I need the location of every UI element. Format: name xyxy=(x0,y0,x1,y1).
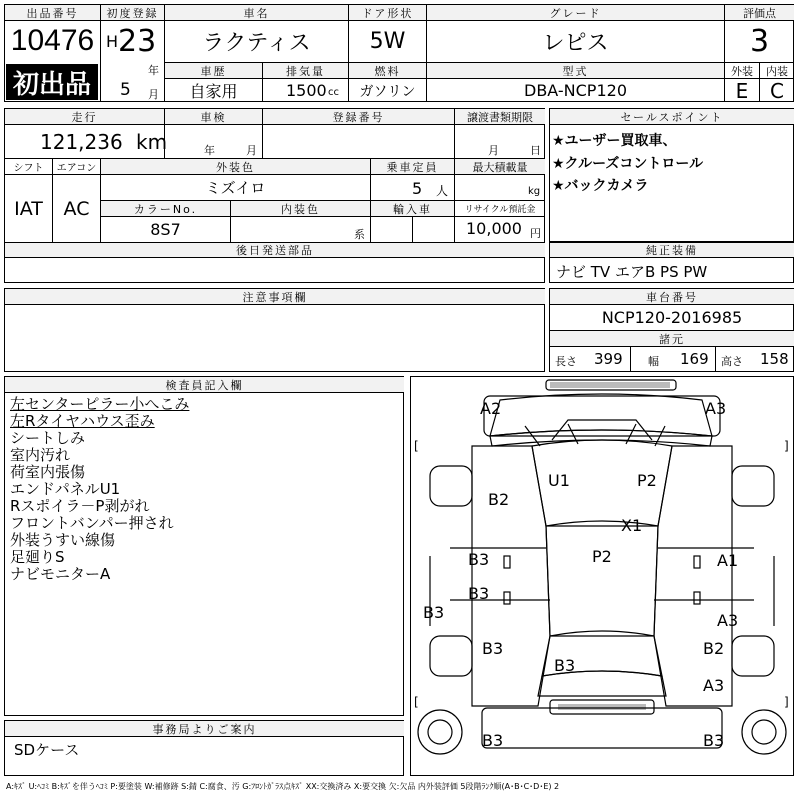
displacement: 1500 xyxy=(286,81,327,100)
shift-label: シフト xyxy=(13,163,44,174)
inspection-note: 左Rタイヤハウス歪み xyxy=(10,412,155,430)
legend-text: A:ｷｽﾞ U:ﾍｺﾐ B:ｷｽﾞを伴うﾍｺﾐ P:要塗装 W:補修跡 S:錆 C:腐食、汚 G:ﾌﾛﾝﾄｶﾞﾗｽ点ｷｽﾞ XX:交換済み X:要交換 欠:欠品 内外装評価 5段階ﾗﾝｸ順(A･B･C･D･E) 2 xyxy=(6,782,560,791)
displacement-label: 排気量 xyxy=(263,63,348,78)
chassis-number: NCP120-2016985 xyxy=(601,308,743,327)
equipment-value: ナビ TV エアB PS PW xyxy=(556,263,708,281)
reg-year: 23 xyxy=(118,24,157,59)
inspection-note: エンドパネルU1 xyxy=(10,480,121,498)
transfer-month-unit: 月 xyxy=(488,144,499,157)
inspector-notes xyxy=(10,396,189,583)
month-unit: 月 xyxy=(148,88,159,101)
load-unit: kg xyxy=(528,186,541,197)
transfer-day-unit: 日 xyxy=(530,144,541,157)
damage-mark-b2: B2 xyxy=(488,490,510,509)
svg-text:]: ] xyxy=(784,695,789,709)
displacement-unit: cc xyxy=(328,87,339,98)
inspection-note: 荷室内張傷 xyxy=(10,463,86,481)
dimensions-label: 諸元 xyxy=(550,331,794,346)
score-label: 評価点 xyxy=(725,5,794,20)
color-no: 8S7 xyxy=(150,220,181,239)
width-label: 幅 xyxy=(648,355,659,368)
damage-mark-a3: A3 xyxy=(717,611,739,630)
capacity-label: 乗車定員 xyxy=(371,159,454,174)
exterior-grade: E xyxy=(735,78,749,103)
inspection-note: フロントバンパー押され xyxy=(10,514,174,532)
lot-label: 出品番号 xyxy=(5,5,100,20)
equipment-label: 純正装備 xyxy=(550,243,794,257)
inspection-note: シートしみ xyxy=(10,429,86,447)
exterior-label: 外装 xyxy=(731,64,753,78)
damage-mark-a3: A3 xyxy=(703,676,725,695)
inspection-note: 左センターピラー小へこみ xyxy=(10,395,190,413)
history: 自家用 xyxy=(189,82,238,101)
mileage-unit: km xyxy=(136,130,168,154)
fuel: ガソリン xyxy=(359,83,416,100)
notes-label: 注意事項欄 xyxy=(5,289,545,304)
history-label: 車歴 xyxy=(165,63,262,78)
damage-mark-b3: B3 xyxy=(468,550,490,569)
damage-mark-b3: B3 xyxy=(482,731,504,750)
damage-mark-b3: B3 xyxy=(554,656,576,675)
damage-mark-b3: B3 xyxy=(482,639,504,658)
damage-mark-b3: B3 xyxy=(468,584,490,603)
reg-month: 5 xyxy=(120,80,131,100)
model-label: 型式 xyxy=(427,63,724,78)
damage-mark-b3: B3 xyxy=(703,731,725,750)
inspection-note: 足廻りS xyxy=(10,548,65,566)
load-label: 最大積載量 xyxy=(455,159,545,174)
car-outline xyxy=(410,376,794,776)
recycle: 10,000 xyxy=(466,219,522,238)
capacity: 5 xyxy=(412,179,423,198)
car-name-label: 車名 xyxy=(165,5,348,20)
damage-mark-p2: P2 xyxy=(637,471,657,490)
sales-label: セールスポイント xyxy=(550,109,794,124)
office-label: 事務局よりご案内 xyxy=(5,721,404,736)
damage-mark-x1: X1 xyxy=(621,516,643,535)
inspection-note: 外装うすい線傷 xyxy=(10,531,116,549)
year-unit: 年 xyxy=(148,64,159,77)
svg-text:[: [ xyxy=(414,695,419,709)
recycle-label: リサイクル預託金 xyxy=(464,205,536,215)
first-listing-badge: 初出品 xyxy=(6,64,98,100)
transfer-label: 譲渡書類期限 xyxy=(455,109,545,124)
length-label: 長さ xyxy=(555,355,577,368)
color-label: 外装色 xyxy=(101,159,370,174)
fuel-label: 燃料 xyxy=(349,63,426,78)
height: 158 xyxy=(760,350,789,368)
interior-grade: C xyxy=(770,78,784,103)
mileage-label: 走行 xyxy=(5,109,164,124)
color-no-label: カラーNo. xyxy=(101,201,230,216)
inspector-label: 検査員記入欄 xyxy=(5,377,404,392)
lot-number: 10476 xyxy=(10,24,95,57)
import-label: 輸入車 xyxy=(371,201,454,216)
inspection-year-unit: 年 xyxy=(204,144,215,157)
car-name: ラクティス xyxy=(202,30,311,56)
door-label: ドア形状 xyxy=(349,5,426,20)
interior-color-unit: 系 xyxy=(354,228,365,241)
damage-mark-b3: B3 xyxy=(423,603,445,622)
inspection-note: ナビモニターA xyxy=(10,565,111,583)
damage-mark-b2: B2 xyxy=(703,639,725,658)
height-label: 高さ xyxy=(721,355,743,368)
ac-label: エアコン xyxy=(56,163,97,174)
recycle-unit: 円 xyxy=(530,227,541,240)
svg-text:]: ] xyxy=(784,439,789,453)
ac: AC xyxy=(63,197,90,220)
era: H xyxy=(106,32,119,51)
sales-point: ★ユーザー買取車、 xyxy=(552,133,677,149)
sales-point: ★クルーズコントロール xyxy=(552,156,704,172)
later-parts-label: 後日発送部品 xyxy=(5,243,545,257)
inspection-note: 室内汚れ xyxy=(10,446,71,464)
length: 399 xyxy=(594,350,623,368)
svg-text:[: [ xyxy=(414,439,419,453)
interior-label: 内装 xyxy=(766,64,788,78)
capacity-unit: 人 xyxy=(436,184,449,198)
shift: IAT xyxy=(14,197,43,220)
color: ミズイロ xyxy=(205,179,266,197)
damage-mark-a1: A1 xyxy=(717,551,739,570)
damage-mark-a2: A2 xyxy=(480,399,502,418)
model: DBA-NCP120 xyxy=(524,81,627,100)
inspection-month-unit: 月 xyxy=(246,144,257,157)
plate-label: 登録番号 xyxy=(263,109,454,124)
damage-mark-a3: A3 xyxy=(705,399,727,418)
score: 3 xyxy=(749,23,770,59)
inspection-label: 車検 xyxy=(165,109,262,124)
damage-mark-p2: P2 xyxy=(592,547,612,566)
chassis-label: 車台番号 xyxy=(550,289,794,304)
office-note: SDケース xyxy=(14,741,80,759)
width: 169 xyxy=(680,350,709,368)
door: 5W xyxy=(369,28,406,54)
inspection-note: Rスポイラ－P剥がれ xyxy=(10,497,150,515)
damage-mark-u1: U1 xyxy=(548,471,570,490)
grade-label: グレード xyxy=(427,5,724,20)
sales-point: ★バックカメラ xyxy=(552,178,649,194)
reg-label: 初度登録 xyxy=(101,5,164,20)
grade: レピス xyxy=(542,30,609,56)
interior-color-label: 内装色 xyxy=(231,201,370,216)
mileage: 121,236 xyxy=(40,130,123,154)
